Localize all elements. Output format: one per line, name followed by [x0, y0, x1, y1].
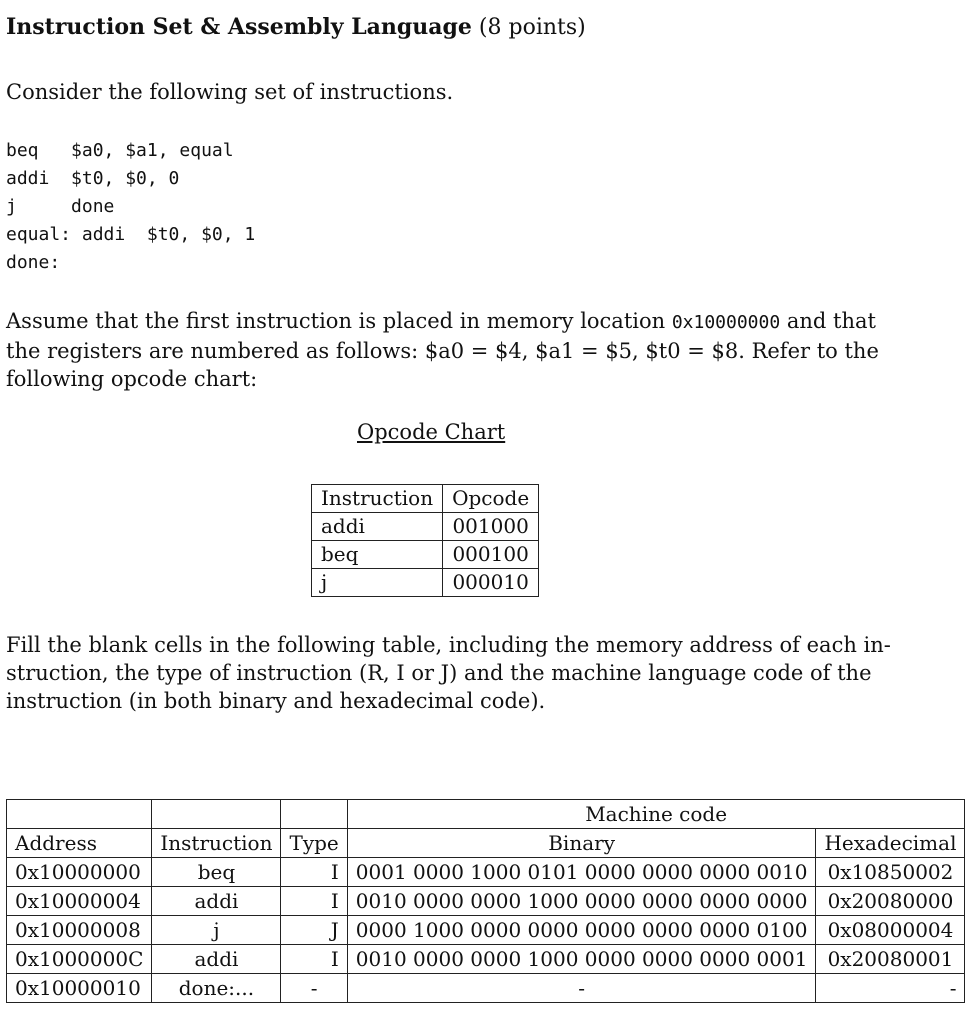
opcode-cell: 001000 — [443, 513, 539, 541]
column-header: Address — [7, 829, 152, 858]
intro-text: Consider the following set of instructions. — [6, 80, 454, 104]
table-row — [312, 513, 539, 541]
assume-text: and that — [780, 309, 876, 333]
type-cell: I — [281, 858, 347, 887]
question-title — [6, 14, 586, 40]
start-address: 0x10000000 — [671, 312, 781, 333]
type-cell: - — [281, 974, 347, 1003]
address-cell: 0x10000004 — [7, 887, 152, 916]
column-header: Instruction — [152, 829, 281, 858]
type-cell: I — [281, 887, 347, 916]
hex-cell: - — [816, 974, 965, 1003]
type-cell: J — [281, 916, 347, 945]
binary-cell: 0000 1000 0000 0000 0000 0000 0000 0100 — [347, 916, 816, 945]
fill-text: Fill the blank cells in the following table, including the memory address of each in- — [6, 633, 891, 657]
hex-cell: 0x08000004 — [816, 916, 965, 945]
column-header: Binary — [347, 829, 816, 858]
instruction-cell: beq — [312, 541, 443, 569]
instruction-cell: done:... — [152, 974, 281, 1003]
opcode-chart-title: Opcode Chart — [357, 420, 506, 444]
assume-text: following opcode chart: — [6, 367, 258, 391]
assume-text: the registers are numbered as follows: $a0 = $4, $a1 = $5, $t0 = $8. Refer to the — [6, 339, 879, 363]
address-cell: 0x10000010 — [7, 974, 152, 1003]
empty-header-cell — [7, 800, 152, 829]
opcode-chart-table — [311, 484, 539, 597]
address-cell: 0x10000008 — [7, 916, 152, 945]
hex-cell: 0x20080000 — [816, 887, 965, 916]
column-header: Hexadecimal — [816, 829, 965, 858]
code-line: done: — [6, 252, 61, 273]
empty-header-cell — [281, 800, 347, 829]
table-row — [7, 916, 965, 945]
column-header: Instruction — [312, 485, 443, 513]
binary-cell: 0001 0000 1000 0101 0000 0000 0000 0010 — [347, 858, 816, 887]
fill-text: instruction (in both binary and hexadecimal code). — [6, 689, 546, 713]
instruction-cell: beq — [152, 858, 281, 887]
instruction-cell: addi — [312, 513, 443, 541]
table-header-row — [312, 485, 539, 513]
empty-header-cell — [152, 800, 281, 829]
table-row — [312, 569, 539, 597]
binary-cell: 0010 0000 0000 1000 0000 0000 0000 0000 — [347, 887, 816, 916]
binary-cell: 0010 0000 0000 1000 0000 0000 0000 0001 — [347, 945, 816, 974]
code-block — [6, 137, 255, 277]
code-line: addi $t0, $0, 0 — [6, 168, 180, 189]
code-line: beq $a0, $a1, equal — [6, 140, 234, 161]
table-header-row — [7, 829, 965, 858]
hex-cell: 0x20080001 — [816, 945, 965, 974]
address-cell: 0x1000000C — [7, 945, 152, 974]
column-header: Type — [281, 829, 347, 858]
machine-code-header: Machine code — [347, 800, 965, 829]
address-cell: 0x10000000 — [7, 858, 152, 887]
table-row — [7, 974, 965, 1003]
instruction-cell: addi — [152, 887, 281, 916]
code-line: j done — [6, 196, 115, 217]
table-row — [7, 945, 965, 974]
instruction-cell: j — [312, 569, 443, 597]
assume-paragraph — [6, 307, 879, 393]
fill-paragraph — [6, 631, 891, 715]
opcode-cell: 000010 — [443, 569, 539, 597]
points-label: (8 points) — [478, 15, 586, 40]
type-cell: I — [281, 945, 347, 974]
hex-cell: 0x10850002 — [816, 858, 965, 887]
assume-text: Assume that the first instruction is placed in memory location — [6, 309, 672, 333]
binary-cell: - — [347, 974, 816, 1003]
code-line: equal: addi $t0, $0, 1 — [6, 224, 256, 245]
table-row — [312, 541, 539, 569]
table-row — [7, 887, 965, 916]
title-text: Instruction Set & Assembly Language — [6, 14, 472, 40]
instruction-cell: j — [152, 916, 281, 945]
table-row — [7, 858, 965, 887]
group-header-row — [7, 800, 965, 829]
column-header: Opcode — [443, 485, 539, 513]
instruction-cell: addi — [152, 945, 281, 974]
machine-code-table — [6, 799, 965, 1003]
opcode-cell: 000100 — [443, 541, 539, 569]
fill-text: struction, the type of instruction (R, I or J) and the machine language code of the — [6, 661, 872, 685]
